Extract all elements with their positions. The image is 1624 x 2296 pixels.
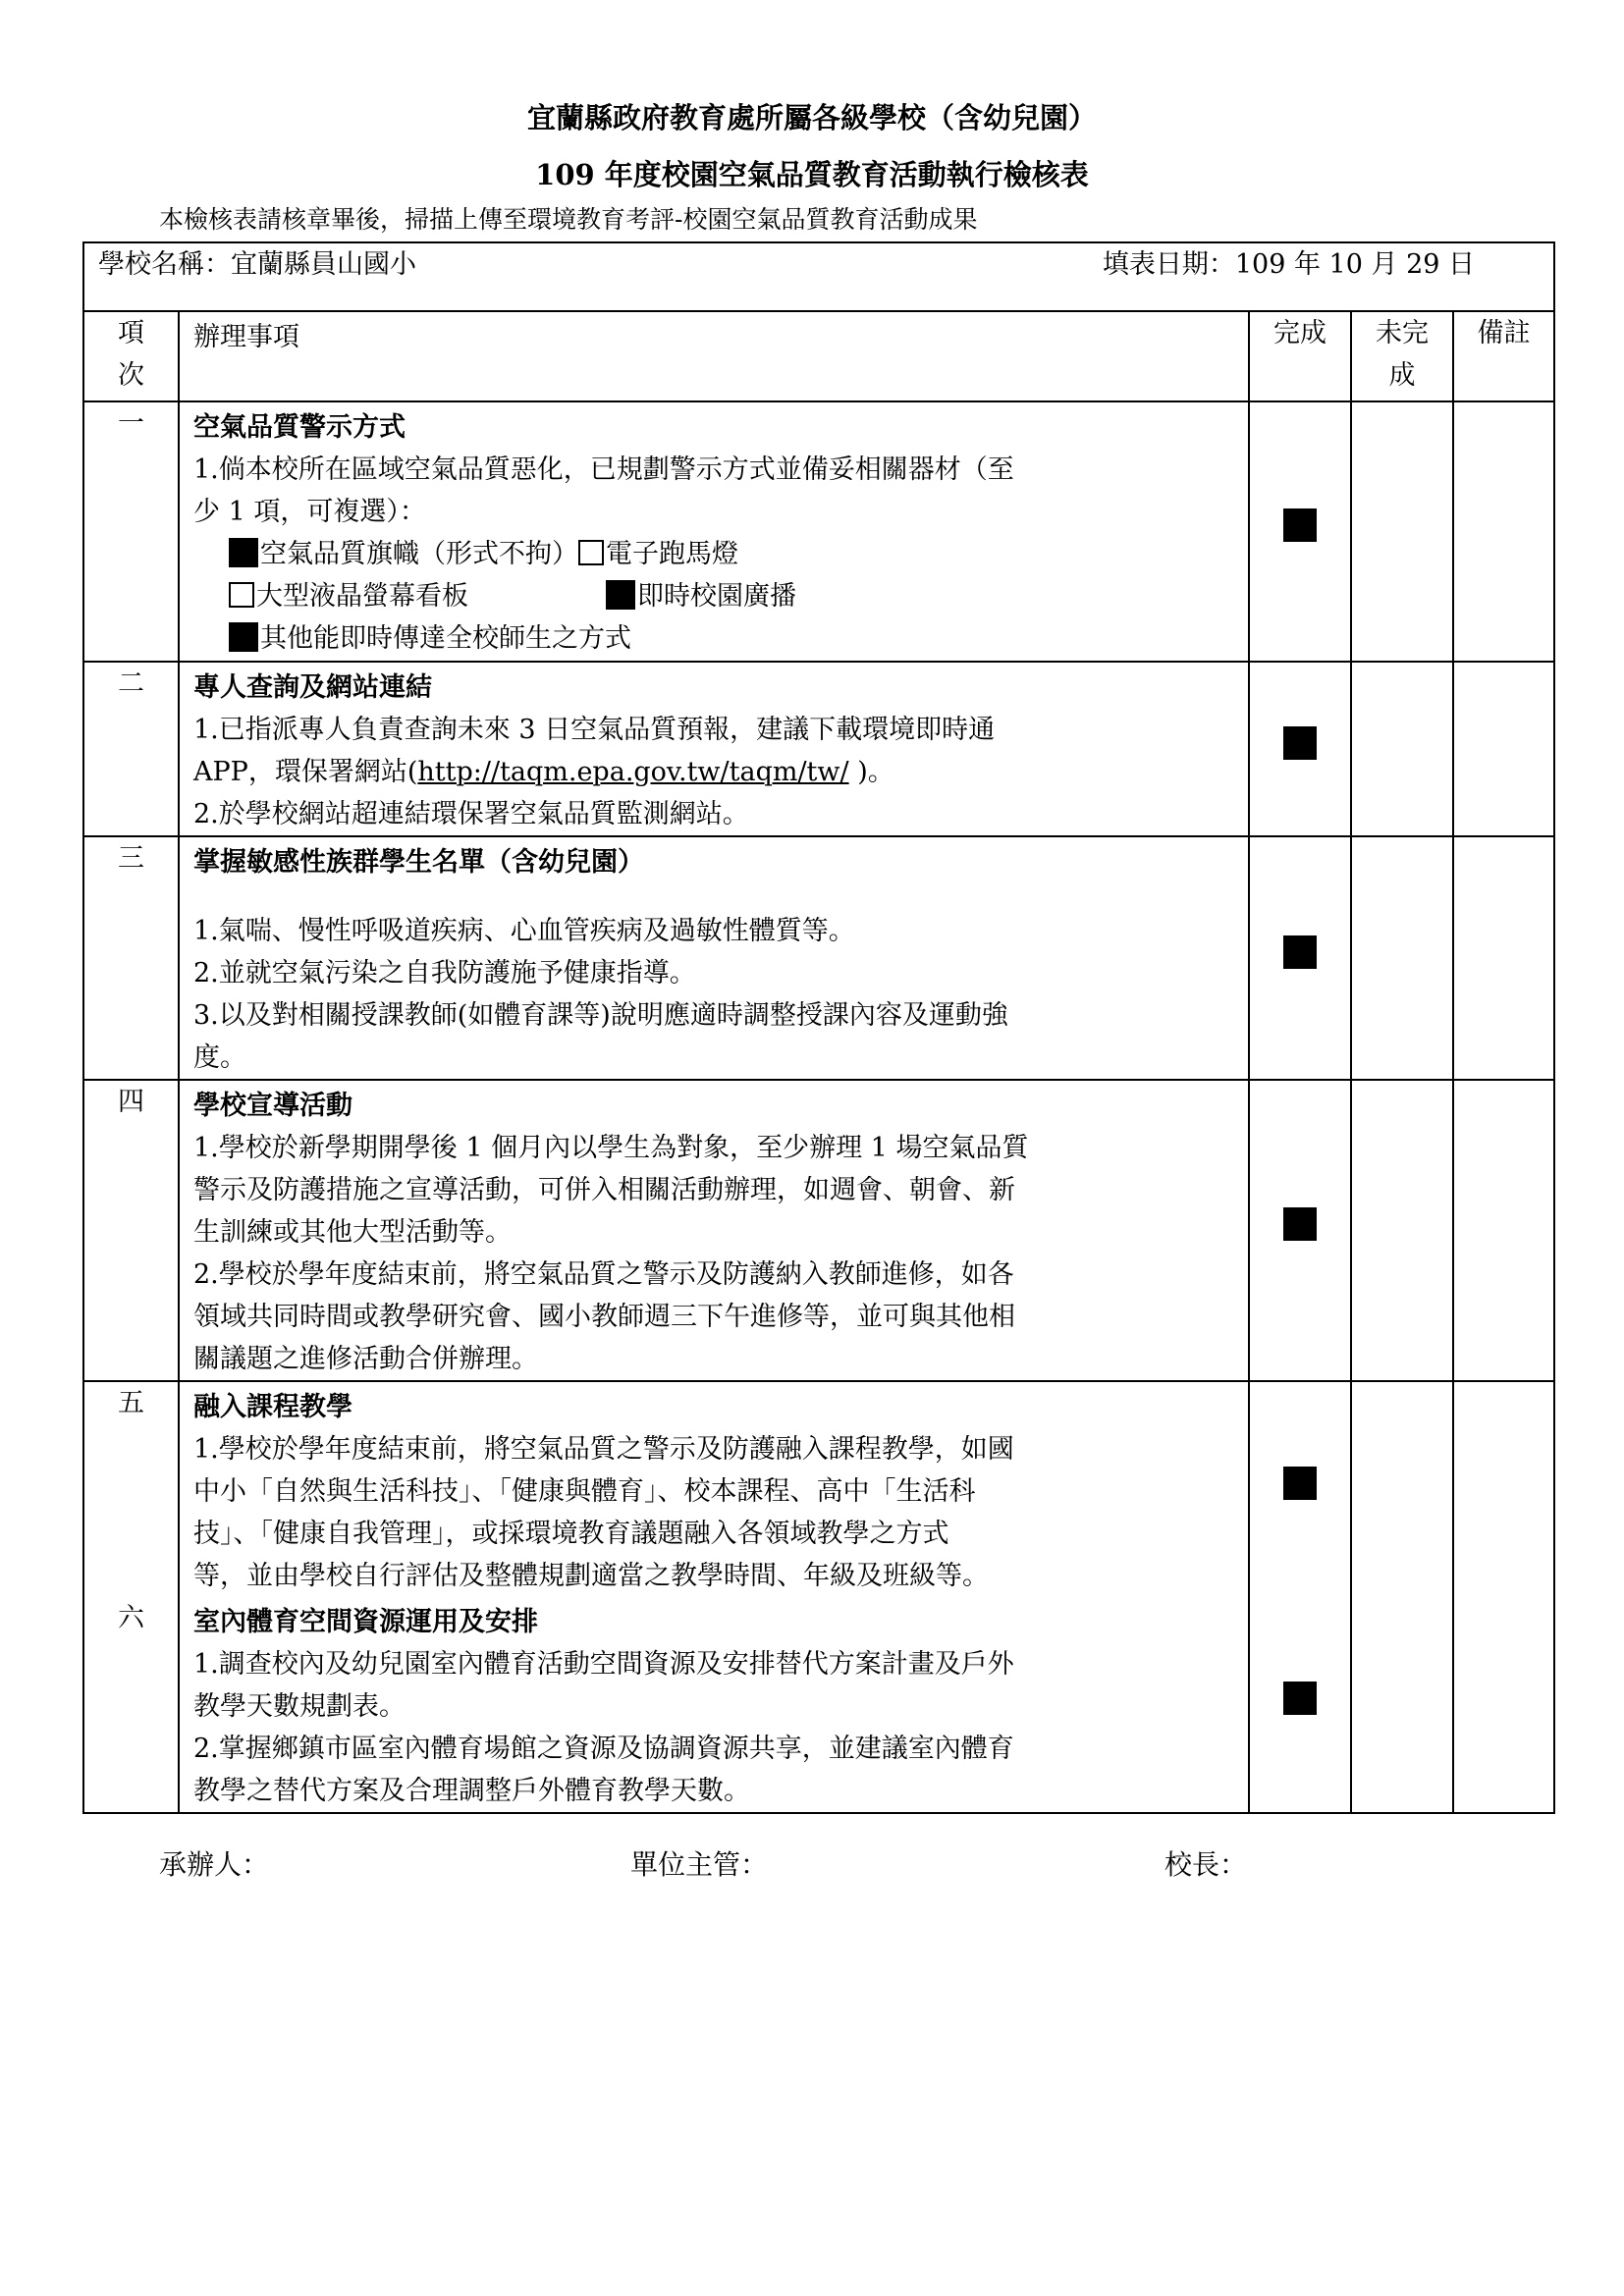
item-number: 四 (83, 1080, 179, 1381)
unchecked-box-icon (578, 540, 604, 565)
item-content: 空氣品質警示方式 1.倘本校所在區域空氣品質惡化，已規劃警示方式並備妥相關器材（至 少 1 項，可複選）： 空氣品質旗幟（形式不拘） 電子跑馬燈 大型液晶螢幕看板 即時校園廣播 其他能即時傳達全校師生之方式 (179, 401, 1249, 662)
table-row (83, 662, 1554, 836)
checked-box-icon (229, 538, 258, 567)
item-number: 五 (83, 1381, 179, 1597)
upload-notice: 本檢核表請核章畢後，掃描上傳至環境教育考評-校園空氣品質教育活動成果 (159, 205, 978, 234)
checked-box-icon (606, 580, 635, 610)
col-item-no: 項 次 (83, 311, 179, 401)
item-number: 一 (83, 401, 179, 662)
not-done-cell (1351, 836, 1453, 1080)
item-title: 融入課程教學 (193, 1392, 352, 1422)
item-title: 空氣品質警示方式 (193, 412, 406, 443)
document-title-line2: 109 年度校園空氣品質教育活動執行檢核表 (535, 158, 1089, 191)
done-mark-icon (1283, 1207, 1317, 1241)
done-mark-icon (1283, 935, 1317, 969)
not-done-cell (1351, 1381, 1453, 1597)
table-row (83, 836, 1554, 1080)
not-done-cell (1351, 662, 1453, 836)
item-content: 學校宣導活動 1.學校於新學期開學後 1 個月內以學生為對象，至少辦理 1 場空氣品質 警示及防護措施之宣導活動，可併入相關活動辦理，如週會、朝會、新 生訓練或其他大型活動等。 2.學校於學年度結束前，將空氣品質之警示及防護納入教師進修，如各 領域共同時間或教學研究會、國小教師週三下午進修等，並可與其他相 關議題之進修活動合併辦理。 (179, 1080, 1249, 1381)
item-title: 掌握敏感性族群學生名單（含幼兒園） (193, 847, 644, 878)
done-cell (1249, 662, 1351, 836)
remark-cell (1453, 662, 1554, 836)
principal-signature: 校長： (1164, 1848, 1248, 1881)
col-task: 辦理事項 (179, 311, 1249, 401)
item-number: 六 (83, 1597, 179, 1813)
col-done: 完成 (1249, 311, 1351, 401)
col-remark: 備註 (1453, 311, 1554, 401)
item-title: 學校宣導活動 (193, 1091, 352, 1121)
not-done-cell (1351, 1080, 1453, 1381)
item-title: 專人查詢及網站連結 (193, 672, 432, 703)
not-done-cell (1351, 1597, 1453, 1813)
done-cell (1249, 836, 1351, 1080)
table-row (83, 1381, 1554, 1597)
table-row (83, 1080, 1554, 1381)
unchecked-box-icon (229, 582, 254, 608)
item-content: 專人查詢及網站連結 1.已指派專人負責查詢未來 3 日空氣品質預報，建議下載環境即時通 APP，環保署網站(http://taqm.epa.gov.tw/taqm/tw/ )。 2.於學校網站超連結環保署空氣品質監測網站。 (179, 662, 1249, 836)
table-row (83, 401, 1554, 662)
done-cell (1249, 1080, 1351, 1381)
done-mark-icon (1283, 1682, 1317, 1715)
remark-cell (1453, 401, 1554, 662)
remark-cell (1453, 1080, 1554, 1381)
col-not-done: 未完 成 (1351, 311, 1453, 401)
supervisor-signature: 單位主管： (630, 1848, 769, 1881)
done-mark-icon (1283, 726, 1317, 760)
handler-signature: 承辦人： (159, 1848, 270, 1881)
item-content: 掌握敏感性族群學生名單（含幼兒園） 1.氣喘、慢性呼吸道疾病、心血管疾病及過敏性體質等。 2.並就空氣污染之自我防護施予健康指導。 3.以及對相關授課教師(如體育課等)說明應適時調整授課內容及運動強 度。 (179, 836, 1249, 1080)
checked-box-icon (229, 622, 258, 652)
fill-date: 填表日期：109 年 10 月 29 日 (1102, 249, 1476, 280)
item-title: 室內體育空間資源運用及安排 (193, 1607, 538, 1637)
document-title-line1: 宜蘭縣政府教育處所屬各級學校（含幼兒園） (526, 101, 1097, 134)
item-number: 二 (83, 662, 179, 836)
remark-cell (1453, 1381, 1554, 1597)
done-cell (1249, 401, 1351, 662)
column-header-row (83, 311, 1554, 401)
epa-website-link[interactable]: http://taqm.epa.gov.tw/taqm/tw/ (417, 757, 849, 787)
checklist-table (82, 241, 1555, 1814)
item-content: 室內體育空間資源運用及安排 1.調查校內及幼兒園室內體育活動空間資源及安排替代方案計畫及戶外 教學天數規劃表。 2.掌握鄉鎮市區室內體育場館之資源及協調資源共享，並建議室內體育 教學之替代方案及合理調整戶外體育教學天數。 (179, 1597, 1249, 1813)
school-name: 學校名稱：宜蘭縣員山國小 (98, 249, 416, 280)
done-cell (1249, 1381, 1351, 1597)
table-row (83, 1597, 1554, 1813)
remark-cell (1453, 836, 1554, 1080)
done-mark-icon (1283, 508, 1317, 542)
school-info-row (83, 242, 1554, 311)
done-cell (1249, 1597, 1351, 1813)
not-done-cell (1351, 401, 1453, 662)
remark-cell (1453, 1597, 1554, 1813)
item-content: 融入課程教學 1.學校於學年度結束前，將空氣品質之警示及防護融入課程教學，如國 中小「自然與生活科技」、「健康與體育」、校本課程、高中「生活科 技」、「健康自我管理」，或採環境教育議題融入各領域教學之方式 等，並由學校自行評估及整體規劃適當之教學時間、年級及班級等。 (179, 1381, 1249, 1597)
item-number: 三 (83, 836, 179, 1080)
done-mark-icon (1283, 1467, 1317, 1500)
